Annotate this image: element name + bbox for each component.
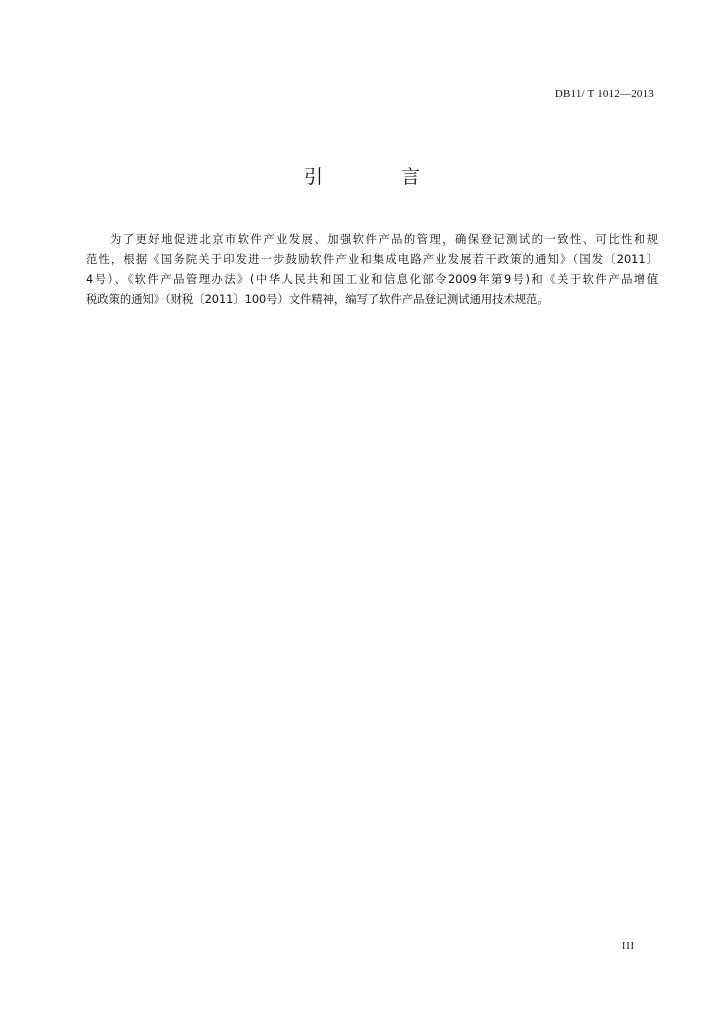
section-title: 引 言 xyxy=(303,166,457,188)
paragraph-line: 为了更好地促进北京市软件产业发展、加强软件产品的管理，确保登记测试的一致性、可比性和规 xyxy=(110,233,658,246)
introduction-paragraph xyxy=(86,230,658,310)
page-number: III xyxy=(622,941,635,952)
paragraph-line: 4号）、《软件产品管理办法》(中华人民共和国工业和信息化部令2009年第9号)和《关于软件产品增值 xyxy=(86,273,658,286)
paragraph-line: 税政策的通知》（财税〔2011〕100号）文件精神，编写了软件产品登记测试通用技术规范。 xyxy=(86,293,549,306)
paragraph-line: 范性，根据《国务院关于印发进一步鼓励软件产业和集成电路产业发展若干政策的通知》（国发〔2011〕 xyxy=(86,253,658,266)
document-code: DB11/ T 1012—2013 xyxy=(554,88,654,100)
